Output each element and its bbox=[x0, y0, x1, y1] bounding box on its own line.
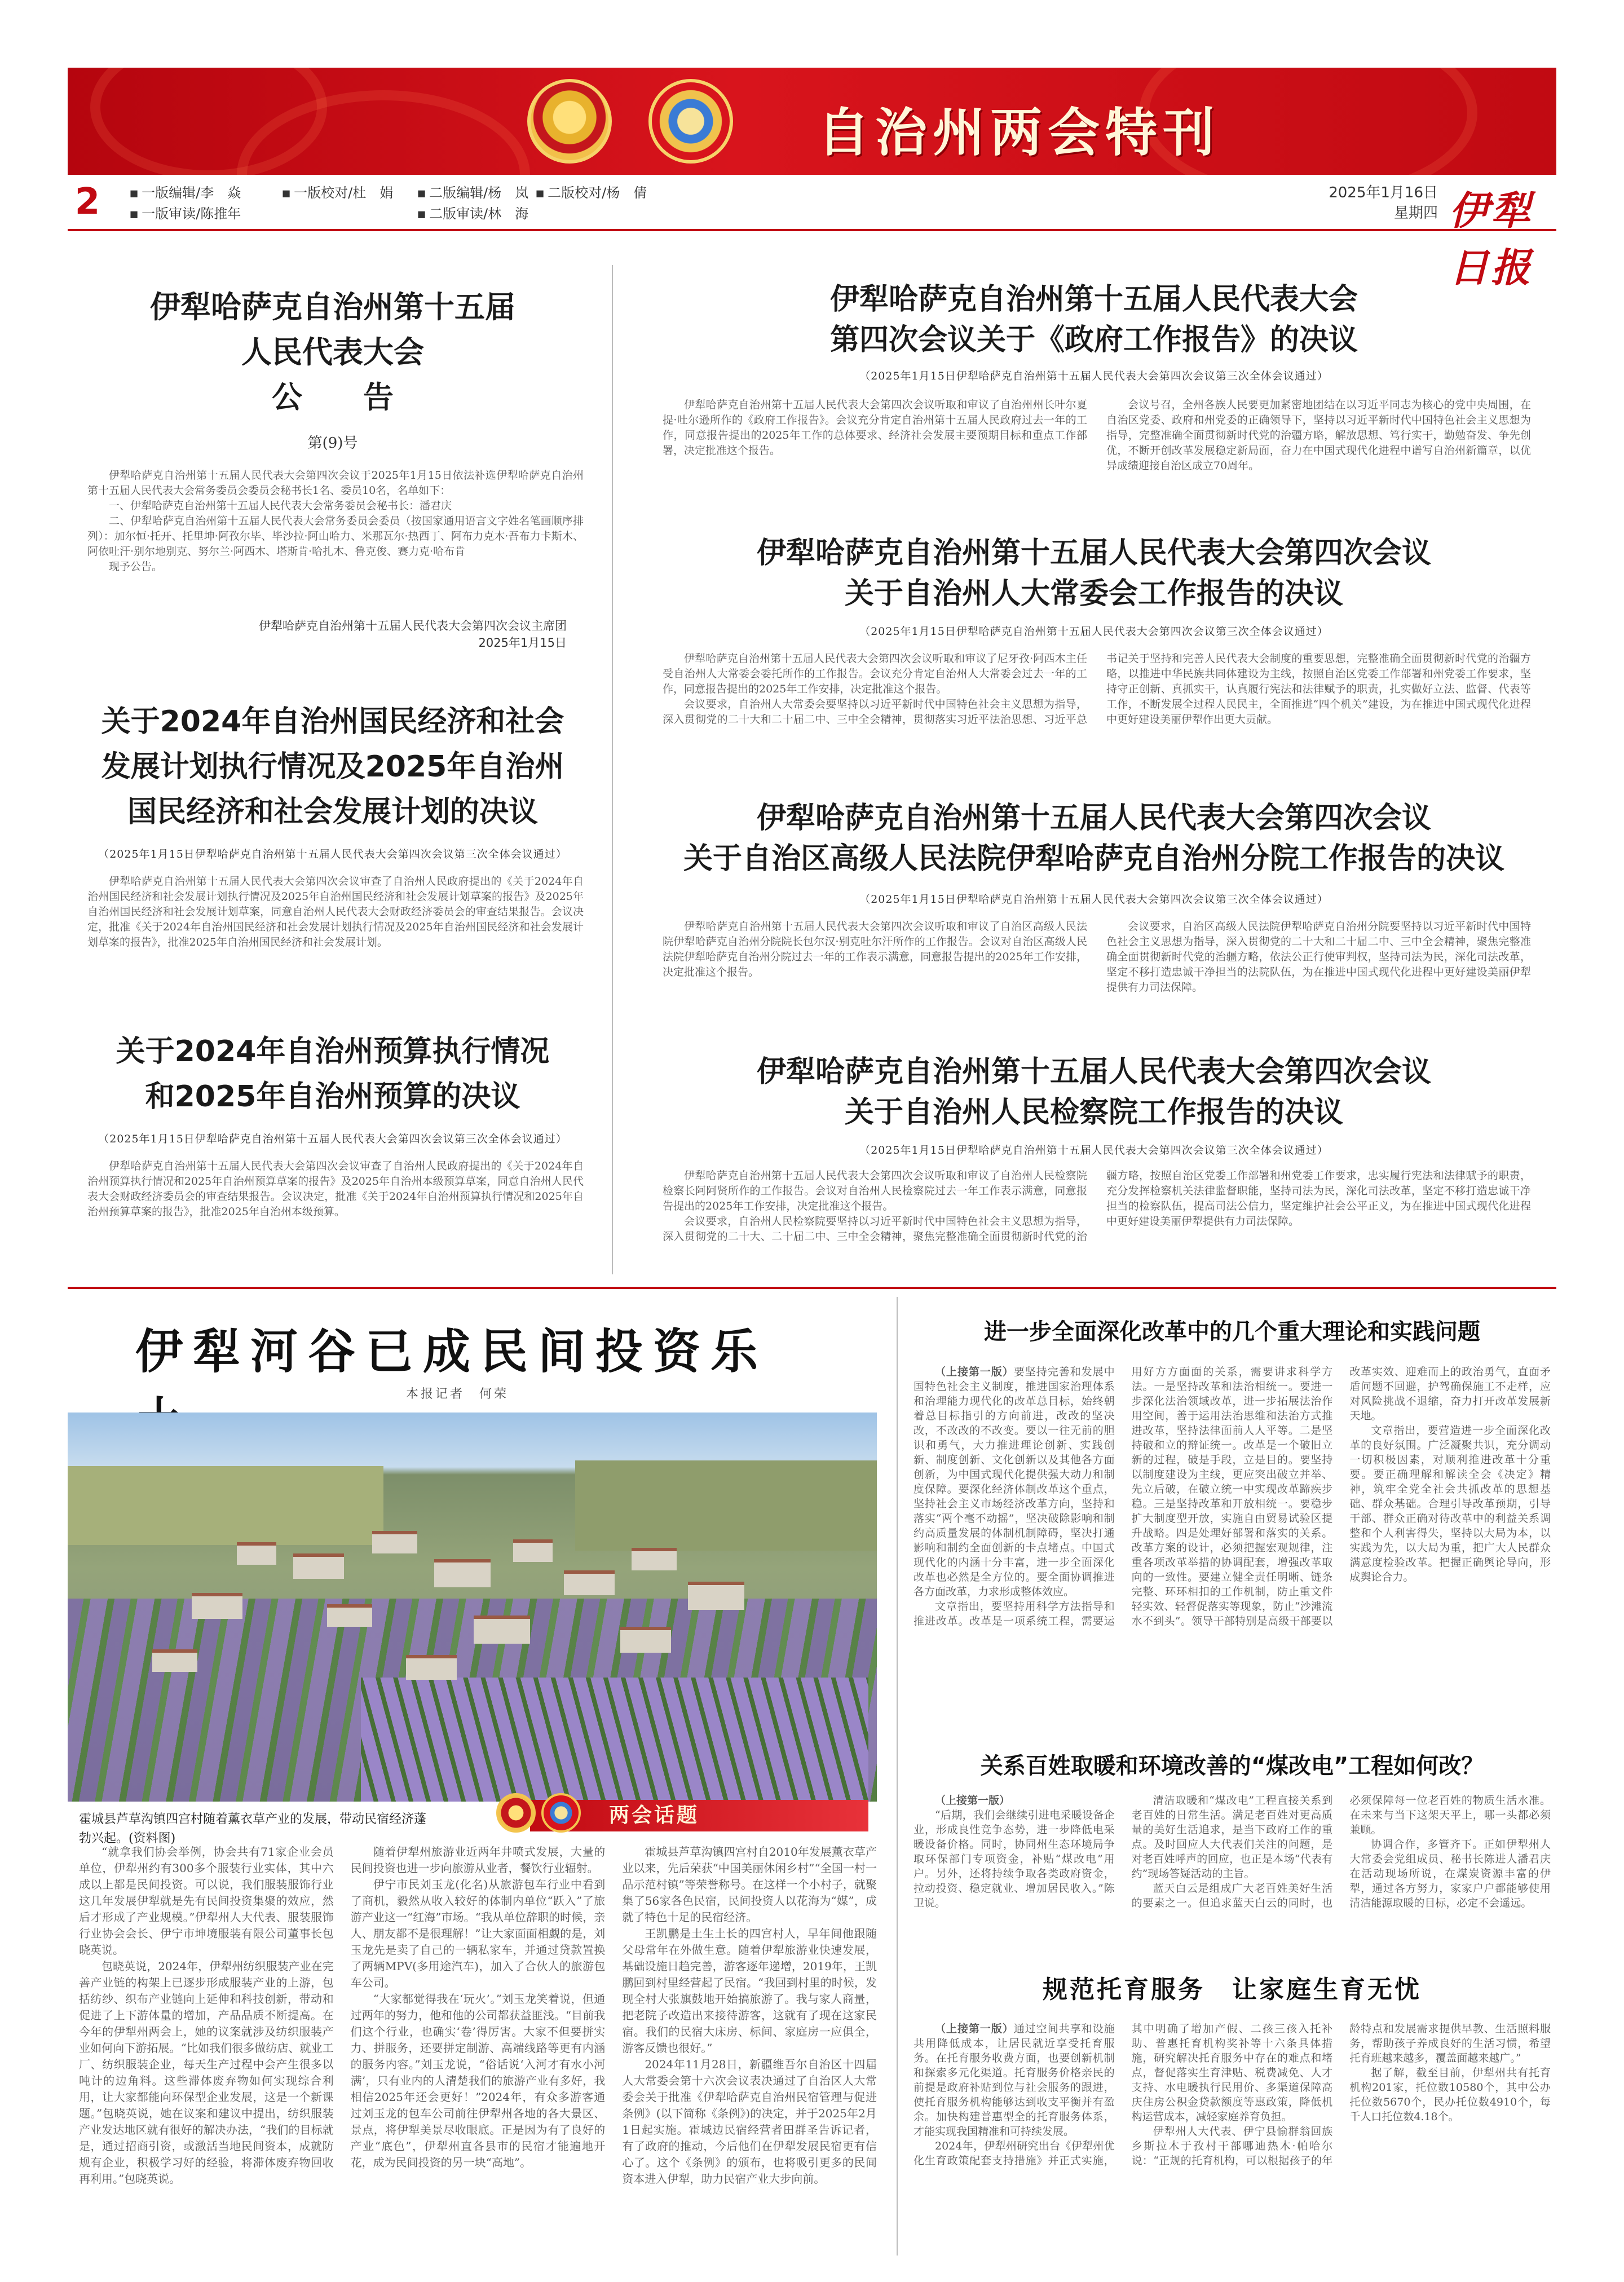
title-line: 伊犁哈萨克自治州第十五届 bbox=[150, 289, 515, 325]
paragraph: 现予公告。 bbox=[109, 560, 163, 573]
paragraph: 伊犁哈萨克自治州第十五届人民代表大会第四次会议听取和审议了自治区高级人民法院伊犁哈萨克自治州分院院长包尔汉·别克吐尔汗所作的工作报告。会议对自治区高级人民法院伊犁哈萨克自治州分院过去一年的工作表示满意，同意报告提出的2025年工作安排，决定批准这个报告。 bbox=[663, 920, 1087, 978]
paragraph: 蓝天白云是组成广大老百姓美好生活的要素之一。但追求蓝天白云的同时，也必须保障每一位老百姓的物质生活水准。在未来与当下这架天平上，哪一头都必须兼顾。 bbox=[1131, 1794, 1551, 1909]
paragraph: 文章指出，要坚持用科学方法指导和推进改革。改革是一项系统工程，需要运用好方方面面的关系，需要讲求科学方法。一是坚持改革和法治相统一。要进一步深化法治领域改革，进一步拓展法治作用空间，善于运用法治思维和法治方式推进改革，坚持法律面前人人平等。二是坚持破和立的辩证统一。改革是一个破旧立新的过程，破是手段，立是目的。要坚持以制度建设为主线，更应突出破立并举、先立后破，在破立统一中实现改革蹄疾步稳。三是坚持改革和开放相统一。要稳步扩大制度型开放，实施自由贸易试验区提升战略。四是处理好部署和落实的关系。改革方案的设计，必须把握宏观规律，注重各项改革举措的协调配套，增强改革取向的一致性。要建立健全责任明晰、链条完整、环环相扣的工作机制，防止重文件轻实效、轻督促落实等现象，防止“沙滩流水不到头”。领导干部特别是高级干部要以改革实效、迎难而上的政治勇气，直面矛盾问题不回避，护驾确保施工不走样，应对风险挑战不退缩，奋力打开改革发展新天地。 bbox=[914, 1366, 1551, 1627]
paragraph: （上接第一版） bbox=[935, 1794, 1010, 1807]
feature-body bbox=[79, 1844, 877, 2255]
signature-line: 伊犁哈萨克自治州第十五届人民代表大会第四次会议主席团 bbox=[259, 619, 567, 633]
paragraph: 王凯鹏是土生土长的四宫村人，早年间他跟随父母常年在外做生意。随着伊犁旅游业快速发展，基础设施日趋完善，游客逐年递增，2019年，王凯鹏回到村里经营起了民宿。“我回到村里的时候，发现全村大张旗鼓地开始搞旅游了。我与家人商量，把老院子改造出来接待游客，这就有了现在这家民宿。我们的民宿大床房、标间、家庭房一应俱全，游客反馈也很好。” bbox=[622, 1927, 877, 2055]
feature-byline: 本报记者 何荣 bbox=[406, 1387, 509, 1401]
procuratorate-resolution-body bbox=[663, 1168, 1531, 1281]
childcare-article-body bbox=[914, 2021, 1551, 2258]
paragraph: “大家都觉得我在‘玩火’。”刘玉龙笑着说，但通过两年的努力，他和他的公司都获益匪浅。“目前我们这个行业，也确实‘卷’得厉害。大家不但要拼实力、拼服务，还要拼定制游、高端线路等更有内涵的服务内容。”刘玉龙说，“俗话说‘入河才有水小河满’，只有业内的人清楚我们的旅游产业有多好，我相信2025年还会更好！”2024年，有众多游客通过刘玉龙的包车公司前往伊犁州各地的各大景区、景点，将伊犁美景尽收眼底。正是因为有了良好的产业“底色”，伊犁州直各县市的民宿才能遍地开花，成为民间投资的另一块“高地”。 bbox=[350, 1992, 606, 2169]
continued-label: （上接第一版） bbox=[935, 2023, 1014, 2035]
plan-resolution-title bbox=[73, 699, 592, 835]
village-aerial-photo bbox=[68, 1413, 877, 1802]
court-resolution-body bbox=[663, 919, 1531, 1040]
staff-line: ■ 一版编辑/李 焱 bbox=[130, 183, 241, 204]
paragraph: 包晓英说，2024年，伊犁州纺织服装产业在完善产业链的构架上已逐步形成服装产业的上游，包括纺纱、织布产业链向上延伸和科技创新，带动和促进了上下游体量的增加，产品品质不断提高。在今年的伊犁州两会上，她的议案就涉及纺织服装产业如何向下游拓展。“比如我们很多做纺店、就业工厂、纺织服装企业，每天生产过程中会产生很多以吨计的边角料。这些滞体废弃物如何实现综合利用，让大家都能向环保型企业发展，这是一个新课题。”包晓英说，她在议案和建议中提出，纺织服装产业发达地区就有很好的解决办法，“我们的目标就是，通过招商引资，或激活当地民间资本，成就防规有企业，积极学习好的经验，将滞体废弃物回收再利用。”包晓英说。 bbox=[79, 1959, 334, 2186]
paragraph: “后期，我们会继续引进电采暖设备企业，形成良性竞争态势，进一步降低电采暖设备价格。同时，协同州生态环境局争取环保部门专项资金，补贴“煤改电”用户。另外，还将持续争取各类政府资金，拉动投资、稳定就业、增加居民收入。”陈卫说。 bbox=[914, 1809, 1115, 1909]
staff-line: ■ 二版校对/杨 倩 bbox=[536, 183, 647, 204]
npc-standing-resolution-subline: （2025年1月15日伊犁哈萨克自治州第十五届人民代表大会第四次会议第三次全体会议通过） bbox=[859, 625, 1329, 638]
plan-resolution-body bbox=[87, 874, 584, 950]
staff-line: ■ 一版审读/陈推年 bbox=[130, 204, 241, 224]
column-divider bbox=[612, 265, 613, 1274]
national-emblem-icon bbox=[527, 79, 612, 164]
continued-label: （上接第一版） bbox=[935, 1366, 1014, 1378]
npc-standing-resolution-body bbox=[663, 651, 1531, 787]
title-line: 人民代表大会 bbox=[241, 334, 424, 370]
paragraph: 伊宁市民刘玉龙(化名)从旅游包车行业中看到了商机，毅然从收入较好的体制内单位“跃入”了旅游产业这一“红海”市场。“我从单位辞职的时候，亲人、朋友都不是很理解！”让大家面面相觑的是，刘玉龙先是卖了自己的一辆私家车，并通过贷款置换了两辆MPV(多用途汽车)，加入了合伙人的旅游包车公司。 bbox=[350, 1878, 606, 1989]
paragraph: 会议要求，自治区高级人民法院伊犁哈萨克自治州分院要坚持以习近平新时代中国特色社会主义思想为指导，深入贯彻党的二十大和二十届二中、三中全会精神，聚焦完整准确全面贯彻新时代党的治疆方略，依法公正行使审判权，坚持司法为民，深化司法改革，坚定不移打造忠诚干净担当的法院队伍，为在推进中国式现代化进程中更好建设美丽伊犁提供有力司法保障。 bbox=[1106, 920, 1531, 994]
topic-badge-label: 两会话题 bbox=[609, 1804, 700, 1827]
budget-resolution-title bbox=[73, 1029, 592, 1119]
cppcc-emblem-icon bbox=[648, 79, 733, 164]
paragraph: 清洁取暖和“煤改电”工程直接关系到老百姓的日常生活。满足老百姓对更高质量的美好生活追求，是当下政府工作的重点。及时回应人大代表们关注的问题，是对老百姓呼声的回应，也正是本场“代表有约”现场答疑活动的主旨。 bbox=[1131, 1794, 1333, 1880]
paragraph: 会议要求，自治州人民检察院要坚持以习近平新时代中国特色社会主义思想为指导，深入贯彻党的二十大、二十届二中、三中全会精神，聚焦完整准确全面贯彻新时代党的治疆方略，按照自治区党委工作部署和州党委工作要求，忠实履行宪法和法律赋予的职责，充分发挥检察机关法律监督职能，坚持司法为民，深化司法改革，坚定不移打造忠诚干净担当的检察队伍，提高司法公信力，坚定维护社会公平正义，为在推进中国式现代化进程中更好建设美丽伊犁提供有力司法保障。 bbox=[663, 1169, 1531, 1243]
announcement-body bbox=[87, 468, 584, 575]
paragraph-text: 要坚持完善和发展中国特色社会主义制度，推进国家治理体系和治理能力现代化的改革总目标，始终朝着总目标指引的方向前进，改改的坚决改，不改改的不改变。要以一往无前的胆识和勇气，大力推进理论创新、实践创新、制度创新、文化创新以及其他各方面创新，为中国式现代化提供强大动力和制度保障。要深化经济体制改革这个重点，坚持社会主义市场经济改革方向，坚持和落实“两个毫不动摇”，坚决破除影响和制约高质量发展的体制机制障碍，坚决打通影响和制约全面创新的卡点堵点。中国式现代化的内涵十分丰富，进一步全面深化改革也必然是全方位的。要全面协调推进各方面改革，力求形成整体效应。 bbox=[914, 1366, 1115, 1598]
paragraph: 二、伊犁哈萨克自治州第十五届人民代表大会常务委员会委员（按国家通用语言文字姓名笔画顺序排列）：加尔恒·托开、托里坤·阿孜尔毕、毕沙拉·阿山哈力、米那瓦尔·热西丁、阿布力克木·吾布力卡斯木、阿依吐汗·别尔地别克、努尔兰·阿西木、塔斯肯·哈扎木、鲁克俊、赛力克·哈布肯 bbox=[87, 515, 584, 558]
npc-standing-resolution-title bbox=[632, 533, 1556, 614]
newspaper-logo: 伊犁日报 bbox=[1449, 187, 1533, 291]
gov-report-resolution-subline: （2025年1月15日伊犁哈萨克自治州第十五届人民代表大会第四次会议第三次全体会议通过） bbox=[859, 370, 1329, 382]
budget-resolution-subline: （2025年1月15日伊犁哈萨克自治州第十五届人民代表大会第四次会议第三次全体会议通过） bbox=[98, 1133, 567, 1145]
topic-badge bbox=[496, 1793, 868, 1838]
plan-resolution-subline: （2025年1月15日伊犁哈萨克自治州第十五届人民代表大会第四次会议第三次全体会议通过） bbox=[98, 848, 567, 860]
reform-article-body bbox=[914, 1365, 1551, 1737]
section-divider bbox=[68, 1287, 1556, 1289]
staff-group-2 bbox=[282, 183, 393, 204]
budget-resolution-body bbox=[87, 1159, 584, 1220]
staff-group-3 bbox=[417, 183, 528, 224]
gov-report-resolution-body bbox=[663, 398, 1531, 522]
title-line: 关于自治区高级人民法院伊犁哈萨克自治州分院工作报告的决议 bbox=[683, 842, 1504, 876]
masthead bbox=[68, 68, 1556, 291]
title-line: 公 告 bbox=[272, 379, 394, 415]
page-number: 2 bbox=[68, 179, 107, 224]
paragraph: 2024年11月28日，新疆维吾尔自治区十四届人大常委会第十六次会议表决通过了自治区人大常委会关于批准《伊犁哈萨克自治州民宿管理与促进条例》(以下简称《条例》)的决定，并于2025年2月1日起实施。霍城边民宿经营者田群圣告诉记者，有了政府的推动，今后他们在伊犁发展民宿更有信心了。这个《条例》的颁布，也将吸引更多的民间资本进入伊犁，助力民宿产业大步向前。 bbox=[622, 2058, 877, 2186]
feature-title: 伊犁河谷已成民间投资乐 bbox=[135, 1324, 769, 1379]
paragraph: 伊犁哈萨克自治州第十五届人民代表大会第四次会议审查了自治州人民政府提出的《关于2024年自治州国民经济和社会发展计划执行情况及2025年自治州国民经济和社会发展计划草案的报告》及2025年自治州国民经济和社会发展计划草案，同意自治州人民代表大会财政经济委员会的审查结果报告。会议决定，批准《关于2024年自治州国民经济和社会发展计划执行情况及2025年自治州国民经济和社会发展计划草案的报告》，批准2025年自治州国民经济和社会发展计划。 bbox=[87, 875, 584, 948]
staff-line: ■ 二版编辑/杨 岚 bbox=[417, 183, 528, 204]
title-line: 伊犁哈萨克自治州第十五届人民代表大会 bbox=[829, 283, 1358, 316]
procuratorate-resolution-subline: （2025年1月15日伊犁哈萨克自治州第十五届人民代表大会第四次会议第三次全体会议通过） bbox=[859, 1144, 1329, 1157]
paragraph: 伊犁哈萨克自治州第十五届人民代表大会第四次会议审查了自治州人民政府提出的《关于2024年自治州预算执行情况和2025年自治州预算草案的报告》及2025年自治州本级预算草案，同意自治州人民代表大会财政经济委员会的审查结果报告。会议决定，批准《关于2024年自治州预算执行情况和2025年自治州预算草案的报告》，批准2025年自治州本级预算。 bbox=[87, 1160, 584, 1218]
gov-report-resolution-title bbox=[632, 279, 1556, 360]
paragraph: 随着伊犁州旅游业近两年井喷式发展，大量的民间投资也进一步向旅游从业者，餐饮行业辐射。 bbox=[350, 1845, 606, 1875]
title-line: 伊犁哈萨克自治州第十五届人民代表大会第四次会议 bbox=[756, 536, 1431, 570]
court-resolution-title bbox=[632, 798, 1556, 879]
paragraph bbox=[914, 1365, 1115, 1599]
signature-line: 2025年1月15日 bbox=[478, 636, 567, 650]
staff-group-1 bbox=[130, 183, 241, 224]
childcare-article-title: 规范托育服务 让家庭生育无忧 bbox=[1043, 1975, 1422, 2004]
title-line: 和2025年自治州预算的决议 bbox=[145, 1080, 520, 1114]
title-line: 关于自治州人民检察院工作报告的决议 bbox=[844, 1096, 1343, 1129]
edition-info-bar bbox=[68, 175, 1556, 291]
procuratorate-resolution-title bbox=[632, 1052, 1556, 1133]
special-edition-banner bbox=[68, 68, 1556, 175]
paragraph: 一、伊犁哈萨克自治州第十五届人民代表大会常务委员会秘书长：潘君庆 bbox=[109, 500, 452, 512]
paragraph: 伊犁哈萨克自治州第十五届人民代表大会第四次会议听取和审议了自治州人民检察院检察长阿阿贤所作的工作报告。会议对自治州人民检察院过去一年工作表示满意，同意报告提出的2025年工作安排，决定批准这个报告。 bbox=[663, 1169, 1087, 1212]
court-resolution-subline: （2025年1月15日伊犁哈萨克自治州第十五届人民代表大会第四次会议第三次全体会议通过） bbox=[859, 893, 1329, 906]
date: 2025年1月16日 bbox=[1329, 184, 1438, 201]
announcement-signature bbox=[87, 617, 567, 651]
title-line: 关于自治州人大常委会工作报告的决议 bbox=[844, 577, 1343, 611]
title-line: 第四次会议关于《政府工作报告》的决议 bbox=[829, 323, 1358, 357]
title-line: 国民经济和社会发展计划的决议 bbox=[127, 795, 538, 829]
staff-group-4 bbox=[536, 183, 647, 204]
photo-caption: 霍城县芦草沟镇四宫村随着薰衣草产业的发展，带动民宿经济蓬勃兴起。(资料图) bbox=[79, 1812, 427, 1846]
paragraph: 伊犁州人大代表、伊宁县愉群翁回族乡斯拉木于孜村干部哪迪热木·帕哈尔说：“正规的托育机构，可以根据孩子的年龄特点和发展需求提供早教、生活照料服务，帮助孩子养成良好的生活习惯，希望托育班越来越多，覆盖面越来越广。” bbox=[1131, 2023, 1551, 2167]
title-line: 关于2024年自治州预算执行情况 bbox=[116, 1035, 550, 1069]
title-line: 伊犁哈萨克自治州第十五届人民代表大会第四次会议 bbox=[756, 801, 1431, 835]
paragraph: 据了解，截至目前，伊犁州共有托育机构201家，托位数10580个，其中公办托位数5670个，民办托位数4910个，每千人口托位数4.18个。 bbox=[1349, 2067, 1551, 2123]
paragraph: “就拿我们协会举例，协会共有71家企业会员单位，伊犁州约有300多个服装行业实体，其中六成以上都是民间投资。可以说，我们服装服饰行业这几年发展伊犁就是先有民间投资集聚的效应，然后才形成了产业规模。”伊犁州人大代表、服装服饰行业协会会长、伊宁市坤境服装有限公司董事长包晓英说。 bbox=[79, 1845, 334, 1957]
paragraph: 霍城县芦草沟镇四宫村自2010年发展薰衣草产业以来，先后荣获“中国美丽休闲乡村”“全国一村一品示范村镇”等荣誉称号。在这样一个小村子，就聚集了56家各色民宿，民间投资人以花海为“媒”，成就了特色十足的民宿经济。 bbox=[622, 1845, 877, 1924]
coal-article-body bbox=[914, 1793, 1551, 1962]
paragraph: 会议要求，自治州人大常委会要坚持以习近平新时代中国特色社会主义思想为指导，深入贯彻党的二十大和二十届二中、三中全会精神，贯彻落实习近平法治思想、习近平总书记关于坚持和完善人民代表大会制度的重要思想，完整准确全面贯彻新时代党的治疆方略，以推进中华民族共同体建设为主线，按照自治区党委工作部署和州党委工作要求，坚持守正创新、真抓实干，认真履行宪法和法律赋予的职责，扎实做好立法、监督、代表等工作，不断发展全过程人民民主，全面推进“四个机关”建设，为在推进中国式现代化进程中更好建设美丽伊犁作出更大贡献。 bbox=[663, 652, 1531, 726]
title-line: 伊犁哈萨克自治州第十五届人民代表大会第四次会议 bbox=[756, 1055, 1431, 1089]
staff-line: ■ 一版校对/杜 娟 bbox=[282, 183, 393, 204]
reform-article-title: 进一步全面深化改革中的几个重大理论和实践问题 bbox=[984, 1319, 1480, 1345]
announcement-number: 第(9)号 bbox=[307, 435, 358, 452]
paragraph: 文章指出，要营造进一步全面深化改革的良好氛围。广泛凝聚共识，充分调动一切积极因素，对顺利推进改革十分重要。要正确理解和解读全会《决定》精神，筑牢全党全社会共抓改革的思想基础、群众基础。合理引导改革预期，引导干部、群众正确对待改革中的利益关系调整和个人利害得失，坚持以大局为本，以实践为先，以大局为重，把广大人民群众满意度检验改革。把握正确舆论导向，形成舆论合力。 bbox=[1349, 1424, 1551, 1583]
title-line: 发展计划执行情况及2025年自治州 bbox=[101, 750, 564, 784]
staff-line: ■ 二版审读/林 海 bbox=[417, 204, 528, 224]
title-line: 关于2024年自治州国民经济和社会 bbox=[101, 705, 564, 739]
paragraph bbox=[914, 2021, 1115, 2139]
coal-article-title: 关系百姓取暖和环境改善的“煤改电”工程如何改？ bbox=[980, 1753, 1484, 1779]
national-emblem-icon bbox=[496, 1793, 536, 1833]
paragraph: 协调合作，多管齐下。正如伊犁州人大常委会党组成员、秘书长陈进人潘君庆在活动现场所说，在煤炭资源丰富的伊犁，通过各方努力，家家户户都能够使用清洁能源取暖的目标，必定不会遥远。 bbox=[1349, 1838, 1551, 1909]
paragraph: 伊犁哈萨克自治州第十五届人民代表大会第四次会议听取和审议了尼牙孜·阿西木主任受自治州人大常委会委托所作的工作报告。会议充分肯定自治州人大常委会过去一年的工作，同意报告提出的2025年工作安排，决定批准这个报告。 bbox=[663, 652, 1087, 695]
paragraph-text: 通过空间共享和设施共用降低成本，让居民就近享受托育服务。在托育服务收费方面，也要创新机制和探索多元化渠道。托育服务价格亲民的前提是政府补贴到位与社会服务的跟进，使托育服务机构能够达到收支平衡并有盈余。加快构建普惠型全的托育服务体系，才能实现我国精准和可持续发展。 bbox=[914, 2023, 1115, 2138]
paragraph: 2024年，伊犁州研究出台《伊犁州优化生育政策配套支持措施》并正式实施，其中明确了增加产假、二孩三孩入托补助、普惠托育机构奖补等十六条具体措施，研究解决托育服务中存在的难点和堵点，督促落实生育津贴、税费减免、人才支持、水电暖执行民用价、多渠道保障高庆住房公积金贷款额度等惠政策，降低机构运营成本，减轻家庭养育负担。 bbox=[914, 2023, 1333, 2167]
cppcc-emblem-icon bbox=[541, 1793, 581, 1833]
weekday: 星期四 bbox=[1393, 205, 1438, 222]
paragraph: 伊犁哈萨克自治州第十五届人民代表大会第四次会议听取和审议了自治州州长叶尔夏提·吐尔逊所作的《政府工作报告》。会议充分肯定自治州第十五届人民政府过去一年的工作，同意报告提出的2025年工作的总体要求、经济社会发展主要预期目标和重点工作部署，决定批准这个报告。 bbox=[663, 399, 1087, 457]
paragraph: 会议号召，全州各族人民要更加紧密地团结在以习近平同志为核心的党中央周围，在自治区党委、政府和州党委的正确领导下，坚持以习近平新时代中国特色社会主义思想为指导，完整准确全面贯彻新时代党的治疆方略，解放思想、笃行实干，勤勉奋发、争先创优，不断开创改革发展稳定新局面，奋力在中国式现代化进程中谱写自治州新篇章，以优异成绩迎接自治区成立70周年。 bbox=[1106, 399, 1531, 472]
banner-title: 自治州两会特刊 bbox=[818, 103, 1221, 163]
announcement-title bbox=[85, 285, 581, 420]
column-divider bbox=[897, 1297, 898, 2255]
paragraph: 伊犁哈萨克自治州第十五届人民代表大会第四次会议于2025年1月15日依法补选伊犁哈萨克自治州第十五届人民代表大会常务委员会委员会秘书长1名、委员10名，名单如下： bbox=[87, 469, 584, 497]
issue-date bbox=[1280, 183, 1438, 223]
